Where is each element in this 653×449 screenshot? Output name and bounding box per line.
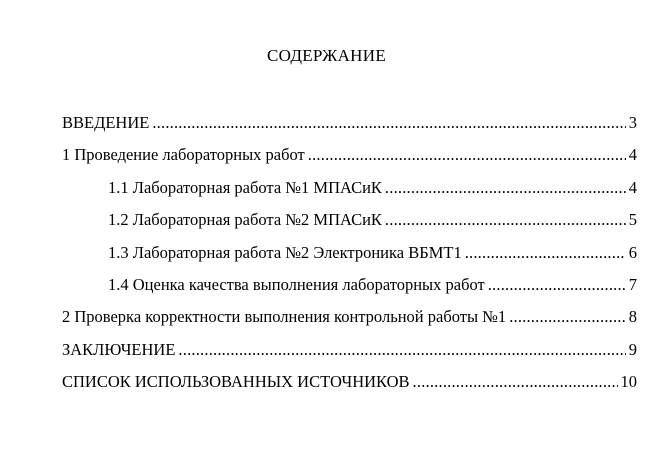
toc-entry-section-2 [62, 307, 637, 339]
dot-leader [465, 243, 626, 263]
toc-entry-section-1 [62, 145, 637, 177]
toc-entry-section-1-1 [62, 178, 637, 210]
toc-entry-section-1-3 [62, 243, 637, 275]
dot-leader [509, 307, 626, 327]
toc-entry-page-number: 7 [628, 274, 637, 294]
toc-entry-label: 1.2 Лабораторная работа №2 МПАСиК [108, 210, 382, 230]
toc-entry-page-number: 4 [628, 177, 637, 197]
toc-entry-label: 2 Проверка корректности выполнения контрольной работы №1 [62, 307, 507, 327]
toc-entry-label: ВВЕДЕНИЕ [62, 113, 150, 132]
toc-title: СОДЕРЖАНИЕ [266, 46, 387, 65]
toc-entry-label: 1.1 Лабораторная работа №1 МПАСиК [108, 177, 382, 197]
dot-leader [488, 275, 626, 295]
toc-entry-references [62, 372, 637, 404]
dot-leader [413, 372, 618, 392]
toc-entry-conclusion [62, 340, 637, 372]
toc-entry-label: 1.4 Оценка качества выполнения лабораторных работ [108, 274, 485, 294]
toc-entry-page-number: 3 [628, 113, 637, 132]
dot-leader [308, 145, 626, 165]
toc-entry-section-1-2 [62, 210, 637, 242]
toc-entry-label: 1.3 Лабораторная работа №2 Электроника ВБМТ1 [108, 242, 462, 262]
toc-entry-page-number: 4 [628, 145, 637, 165]
table-of-contents [62, 113, 637, 405]
toc-entry-label: СПИСОК ИСПОЛЬЗОВАННЫХ ИСТОЧНИКОВ [62, 372, 410, 392]
toc-entry-page-number: 6 [628, 242, 637, 262]
toc-entry-label: ЗАКЛЮЧЕНИЕ [62, 339, 176, 359]
dot-leader [178, 340, 625, 360]
toc-entry-page-number: 10 [620, 372, 637, 392]
toc-entry-label: 1 Проведение лабораторных работ [62, 145, 305, 165]
dot-leader [385, 178, 626, 198]
toc-entry-page-number: 9 [628, 339, 637, 359]
dot-leader [152, 113, 625, 133]
toc-entry-section-1-4 [62, 275, 637, 307]
toc-entry-page-number: 8 [628, 307, 637, 327]
toc-entry-page-number: 5 [628, 210, 637, 230]
dot-leader [385, 210, 626, 230]
toc-entry-introduction [62, 113, 637, 145]
